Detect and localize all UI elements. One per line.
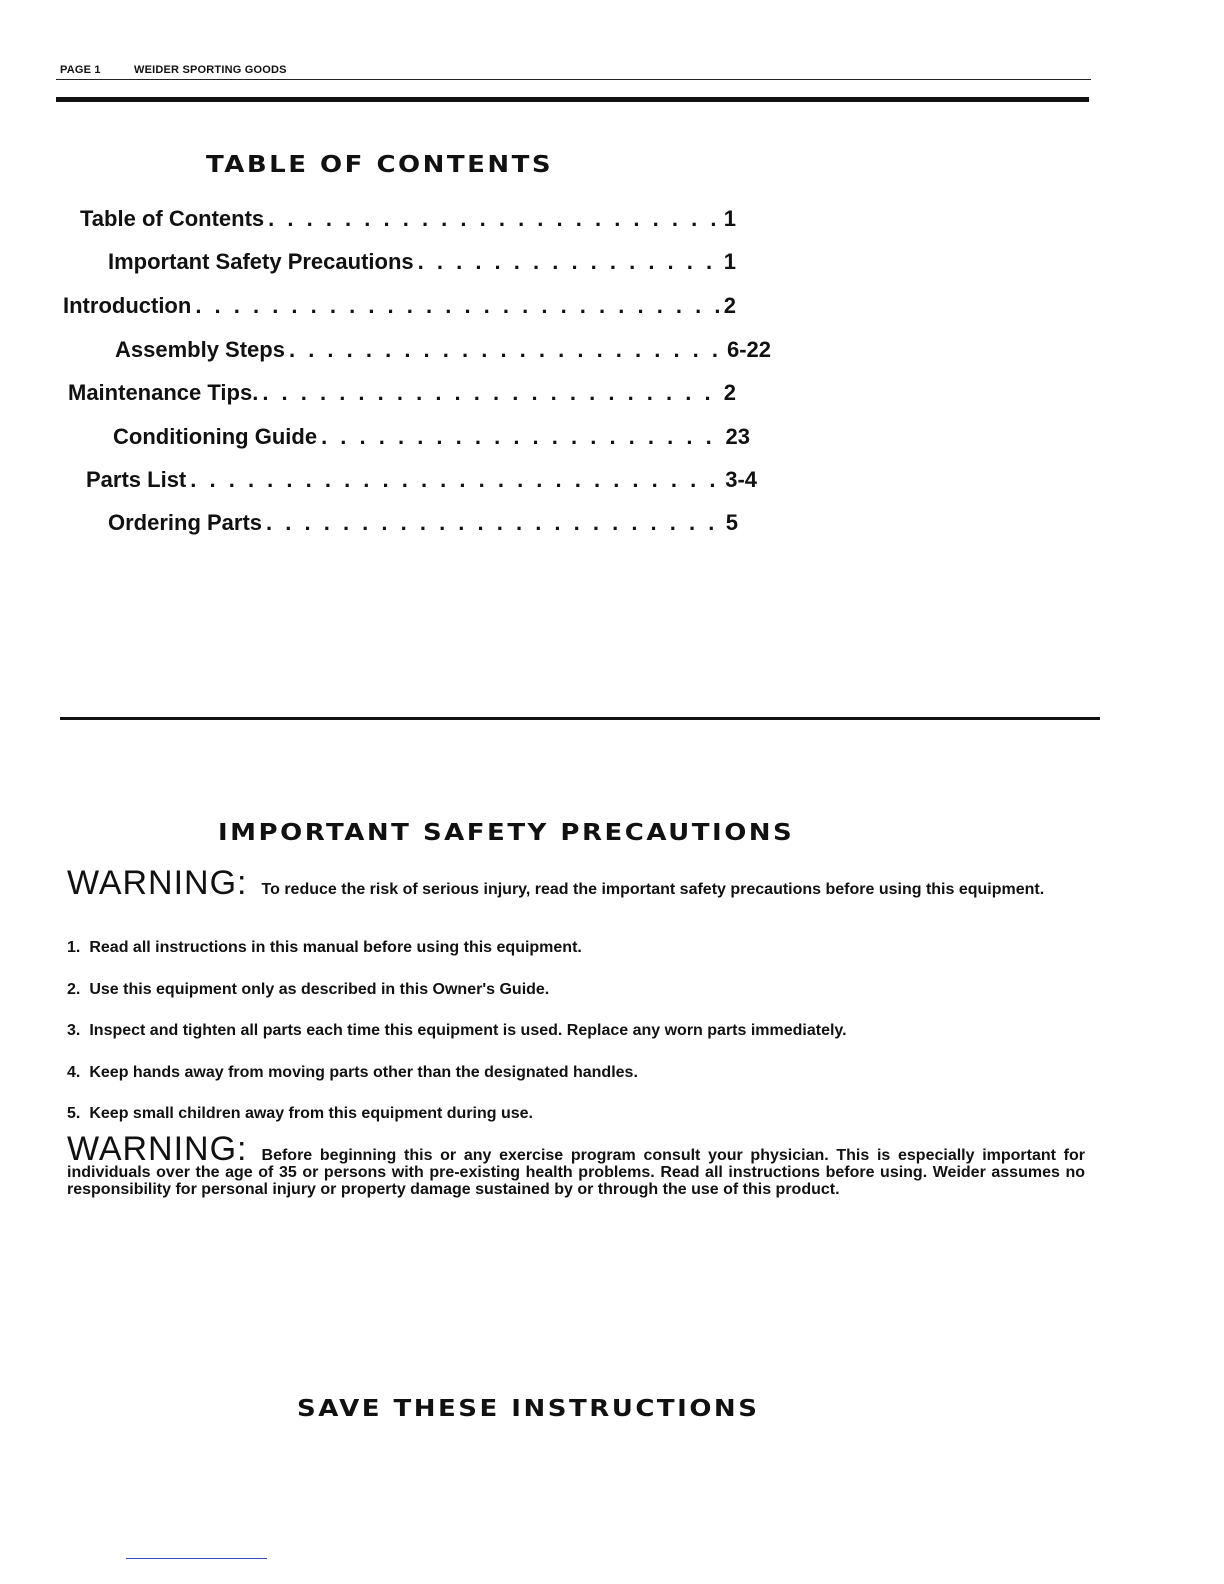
- toc-entry-label: Conditioning Guide: [113, 424, 318, 449]
- toc-leader-dots: [266, 510, 722, 536]
- toc-entry-table-of-contents[interactable]: [80, 206, 736, 232]
- toc-entry-label: Important Safety Precautions: [108, 249, 414, 274]
- safety-step-3: [67, 1022, 847, 1040]
- toc-leader-dots: [190, 467, 721, 493]
- step-text: Read all instructions in this manual before using this equipment.: [89, 939, 582, 956]
- toc-leader-dots: [321, 424, 721, 450]
- toc-leader-dots: [289, 337, 723, 363]
- safety-step-2: [67, 981, 549, 999]
- warning-label: WARNING:: [67, 864, 248, 902]
- toc-title: TABLE OF CONTENTS: [206, 152, 554, 179]
- toc-entry-maintenance-tips[interactable]: [68, 380, 736, 406]
- toc-entry-label: Maintenance Tips.: [68, 380, 259, 405]
- toc-entry-page: 6-22: [726, 337, 771, 362]
- toc-entry-conditioning-guide[interactable]: [113, 424, 750, 450]
- safety-title: IMPORTANT SAFETY PRECAUTIONS: [218, 820, 795, 847]
- toc-entry-page: 2: [723, 293, 736, 318]
- toc-entry-page: 1: [723, 206, 736, 231]
- toc-entry-important-safety-precautions[interactable]: [108, 249, 736, 275]
- toc-entry-parts-list[interactable]: [86, 467, 757, 493]
- step-text: Keep hands away from moving parts other than the designated handles.: [89, 1064, 638, 1081]
- header-thin-rule: [56, 79, 1091, 80]
- warning-text: To reduce the risk of serious injury, read the important safety precautions before using this equipment.: [261, 881, 1045, 898]
- step-number: 1.: [67, 939, 81, 956]
- page-header: [60, 64, 287, 76]
- toc-entry-label: Parts List: [86, 467, 187, 492]
- warning-notice-1: [67, 864, 1085, 902]
- warning-label: WARNING:: [67, 1130, 248, 1168]
- header-thick-rule: [56, 97, 1089, 102]
- toc-leader-dots: [195, 293, 719, 319]
- toc-entry-assembly-steps[interactable]: [115, 337, 771, 363]
- toc-entry-page: 3-4: [725, 467, 757, 492]
- warning-notice-2: [67, 1130, 1085, 1198]
- toc-leader-dots: [418, 249, 720, 275]
- page-number-label: PAGE 1: [60, 64, 101, 76]
- step-number: 3.: [67, 1022, 81, 1039]
- toc-entry-page: 5: [725, 510, 738, 535]
- toc-entry-label: Table of Contents: [80, 206, 265, 231]
- toc-entry-page: 2: [723, 380, 736, 405]
- footer-link-underline: [126, 1558, 267, 1559]
- save-instructions-title: SAVE THESE INSTRUCTIONS: [297, 1396, 760, 1423]
- step-number: 4.: [67, 1064, 81, 1081]
- toc-entry-label: Ordering Parts: [108, 510, 263, 535]
- toc-leader-dots: [268, 206, 720, 232]
- toc-entry-page: 23: [725, 424, 750, 449]
- safety-step-5: [67, 1105, 533, 1123]
- safety-step-1: [67, 939, 582, 957]
- toc-entry-ordering-parts[interactable]: [108, 510, 738, 536]
- company-name: WEIDER SPORTING GOODS: [134, 64, 287, 76]
- toc-leader-dots: [262, 380, 719, 406]
- step-number: 5.: [67, 1105, 81, 1122]
- safety-step-4: [67, 1064, 638, 1082]
- step-text: Keep small children away from this equipment during use.: [89, 1105, 533, 1122]
- section-divider: [60, 717, 1100, 720]
- step-text: Inspect and tighten all parts each time this equipment is used. Replace any worn parts immediately.: [89, 1022, 847, 1039]
- step-text: Use this equipment only as described in this Owner's Guide.: [89, 981, 550, 998]
- toc-entry-label: Assembly Steps: [115, 337, 285, 362]
- step-number: 2.: [67, 981, 81, 998]
- toc-entry-page: 1: [723, 249, 736, 274]
- toc-entry-introduction[interactable]: [63, 293, 736, 319]
- warning-text: Before beginning this or any exercise program consult your physician. This is especially important for individuals over the age of 35 or persons with pre-existing health problems. Read all instructions before using. Weider assumes no responsibility for personal injury or property damage sustained by or through the use of this product.: [67, 1147, 1085, 1198]
- toc-entry-label: Introduction: [63, 293, 192, 318]
